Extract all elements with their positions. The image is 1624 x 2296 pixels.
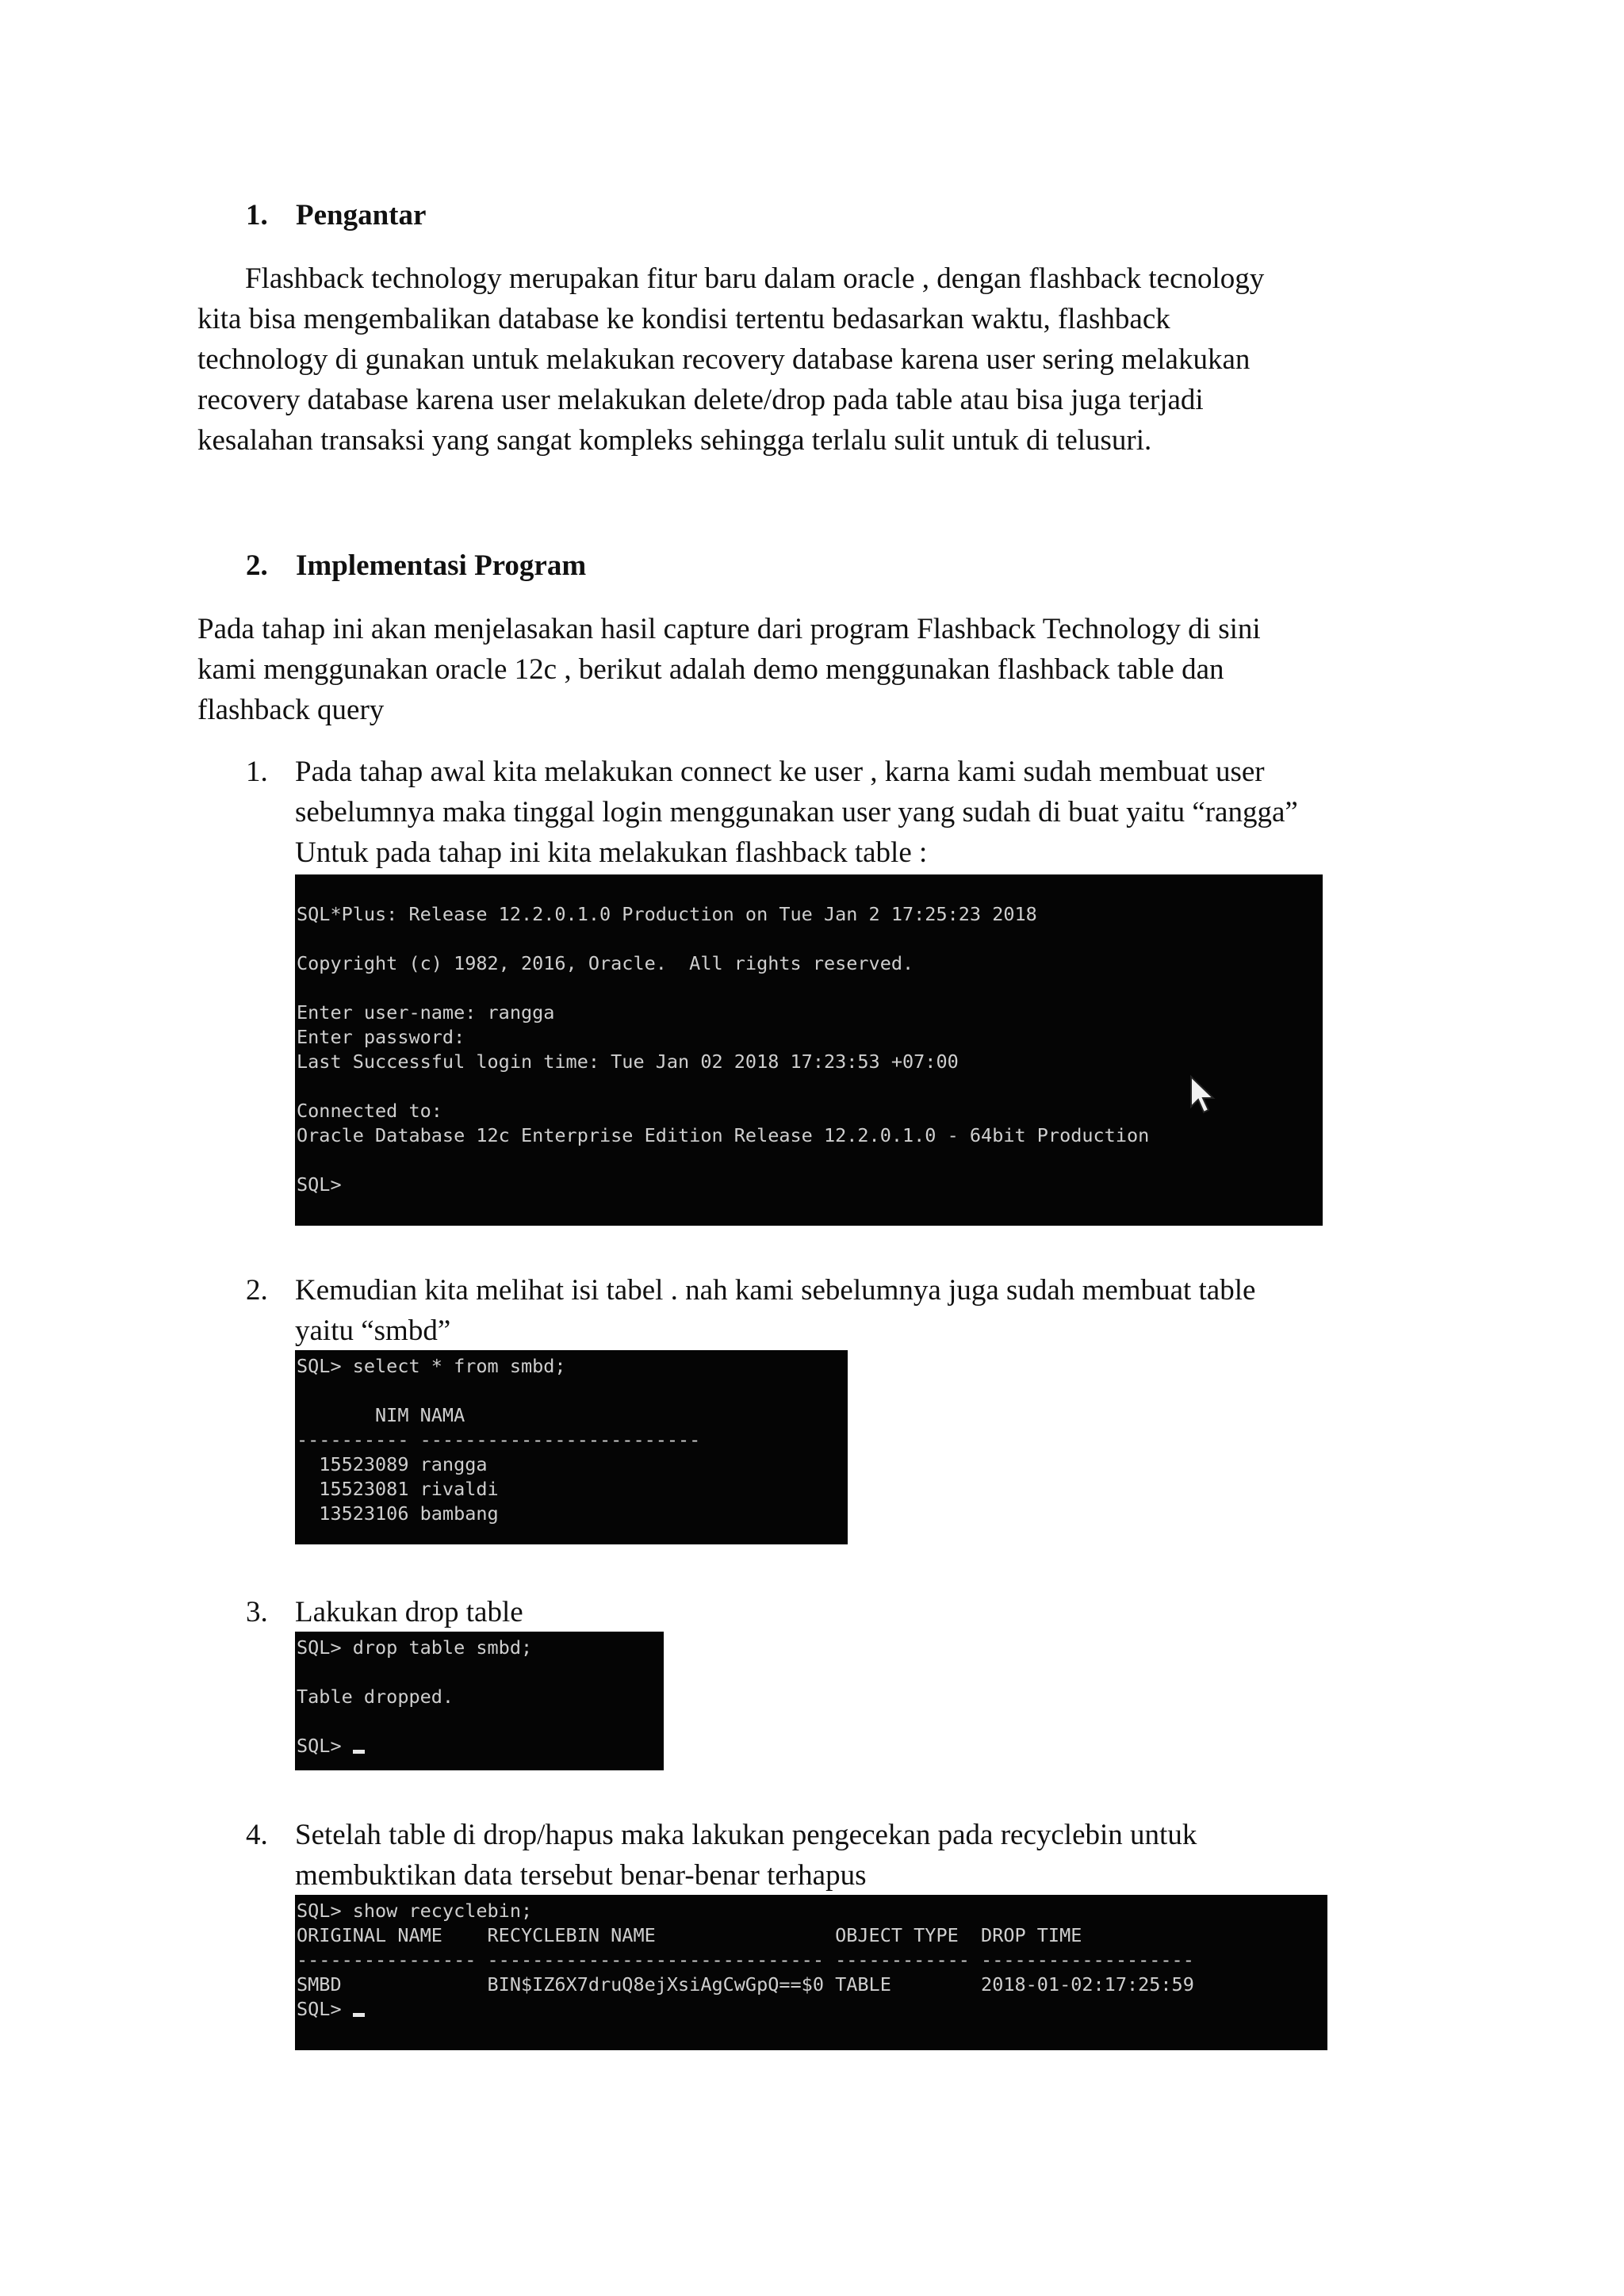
terminal-line: 13523106 bambang bbox=[297, 1502, 499, 1525]
step-line: yaitu “smbd” bbox=[295, 1314, 451, 1347]
paragraph-line: kesalahan transaksi yang sangat kompleks sehingga terlalu sulit untuk di telusuri. bbox=[197, 424, 1152, 457]
text-cursor-icon bbox=[353, 2013, 365, 2017]
terminal-line bbox=[297, 976, 1323, 1001]
step-line: Setelah table di drop/hapus maka lakukan pengecekan pada recyclebin untuk bbox=[295, 1819, 1197, 1851]
step-line: Kemudian kita melihat isi tabel . nah kami sebelumnya juga sudah membuat table bbox=[295, 1274, 1256, 1307]
terminal-line bbox=[297, 927, 1323, 951]
step-line: sebelumnya maka tinggal login menggunakan user yang sudah di buat yaitu “rangga” bbox=[295, 796, 1298, 828]
terminal-line: SMBD BIN$IZ6X7druQ8ejXsiAgCwGpQ==$0 TABLE 2018-01-02:17:25:59 bbox=[297, 1973, 1194, 1996]
paragraph-line: Pada tahap ini akan menjelasakan hasil capture dari program Flashback Technology di sini bbox=[197, 613, 1261, 645]
terminal-line bbox=[297, 1734, 664, 1758]
step-line: membuktikan data tersebut benar-benar terhapus bbox=[295, 1859, 867, 1892]
terminal-line: Table dropped. bbox=[297, 1686, 454, 1708]
paragraph-line: Flashback technology merupakan fitur baru dalam oracle , dengan flashback tecnology bbox=[245, 262, 1265, 295]
terminal-line: ---------- ------------------------- bbox=[297, 1429, 701, 1451]
terminal-line: 15523089 rangga bbox=[297, 1453, 488, 1475]
step-4-number: 4. bbox=[246, 1819, 268, 1851]
terminal-line bbox=[297, 1379, 848, 1403]
text-cursor-icon bbox=[353, 1750, 365, 1754]
section-2-paragraph bbox=[197, 609, 1261, 730]
terminal-screenshot-login bbox=[295, 874, 1323, 1226]
paragraph-line: flashback query bbox=[197, 694, 385, 726]
paragraph-line: kita bisa mengembalikan database ke kondisi tertentu bedasarkan waktu, flashback bbox=[197, 303, 1170, 335]
terminal-line: NIM NAMA bbox=[297, 1404, 465, 1426]
paragraph-line: recovery database karena user melakukan delete/drop pada table atau bisa juga terjadi bbox=[197, 384, 1204, 416]
terminal-line: Enter user-name: rangga bbox=[297, 1001, 555, 1024]
section-2-title: Implementasi Program bbox=[296, 549, 587, 582]
paragraph-line: technology di gunakan untuk melakukan recovery database karena user sering melakukan bbox=[197, 343, 1251, 376]
step-line: Lakukan drop table bbox=[295, 1596, 523, 1628]
terminal-line: SQL> drop table smbd; bbox=[297, 1636, 533, 1659]
terminal-line bbox=[297, 1074, 1323, 1099]
terminal-screenshot-recyclebin bbox=[295, 1895, 1327, 2050]
terminal-line: Oracle Database 12c Enterprise Edition Release 12.2.0.1.0 - 64bit Production bbox=[297, 1124, 1150, 1146]
section-1-title: Pengantar bbox=[296, 199, 427, 232]
step-3-number: 3. bbox=[246, 1596, 268, 1628]
terminal-line: SQL> select * from smbd; bbox=[297, 1355, 566, 1377]
terminal-line: ---------------- ------------------------------ ------------ ------------------- bbox=[297, 1949, 1194, 1971]
step-1-text bbox=[295, 752, 1298, 873]
section-2-number: 2. bbox=[246, 549, 268, 582]
paragraph-line: kami menggunakan oracle 12c , berikut adalah demo menggunakan flashback table dan bbox=[197, 653, 1224, 686]
terminal-line bbox=[297, 1709, 664, 1734]
terminal-line: 15523081 rivaldi bbox=[297, 1478, 499, 1500]
terminal-line: Copyright (c) 1982, 2016, Oracle. All rights reserved. bbox=[297, 952, 914, 974]
step-4-text bbox=[295, 1815, 1197, 1896]
terminal-line: ORIGINAL NAME RECYCLEBIN NAME OBJECT TYPE DROP TIME bbox=[297, 1924, 1082, 1946]
step-line: Pada tahap awal kita melakukan connect ke user , karna kami sudah membuat user bbox=[295, 756, 1265, 788]
step-1-number: 1. bbox=[246, 756, 268, 788]
terminal-line: SQL*Plus: Release 12.2.0.1.0 Production on Tue Jan 2 17:25:23 2018 bbox=[297, 903, 1037, 925]
terminal-line: SQL> show recyclebin; bbox=[297, 1900, 533, 1922]
section-1-number: 1. bbox=[246, 199, 268, 232]
terminal-line: Enter password: bbox=[297, 1026, 465, 1048]
terminal-line bbox=[297, 1148, 1323, 1173]
step-2-text bbox=[295, 1270, 1255, 1351]
terminal-prompt: SQL> bbox=[297, 1998, 353, 2020]
step-2-number: 2. bbox=[246, 1274, 268, 1307]
section-2-heading bbox=[246, 545, 586, 587]
section-1-paragraph bbox=[197, 258, 1264, 461]
section-1-heading bbox=[246, 195, 426, 236]
terminal-screenshot-drop bbox=[295, 1632, 664, 1770]
terminal-screenshot-select bbox=[295, 1350, 848, 1544]
terminal-line: SQL> bbox=[297, 1173, 342, 1196]
mouse-pointer-icon bbox=[1189, 1075, 1218, 1115]
terminal-line bbox=[297, 1660, 664, 1685]
terminal-line bbox=[297, 1997, 1327, 2022]
terminal-prompt: SQL> bbox=[297, 1735, 353, 1757]
step-line: Untuk pada tahap ini kita melakukan flashback table : bbox=[295, 836, 928, 869]
step-3-text bbox=[295, 1592, 523, 1632]
terminal-line: Connected to: bbox=[297, 1100, 442, 1122]
terminal-line: Last Successful login time: Tue Jan 02 2018 17:23:53 +07:00 bbox=[297, 1050, 959, 1073]
